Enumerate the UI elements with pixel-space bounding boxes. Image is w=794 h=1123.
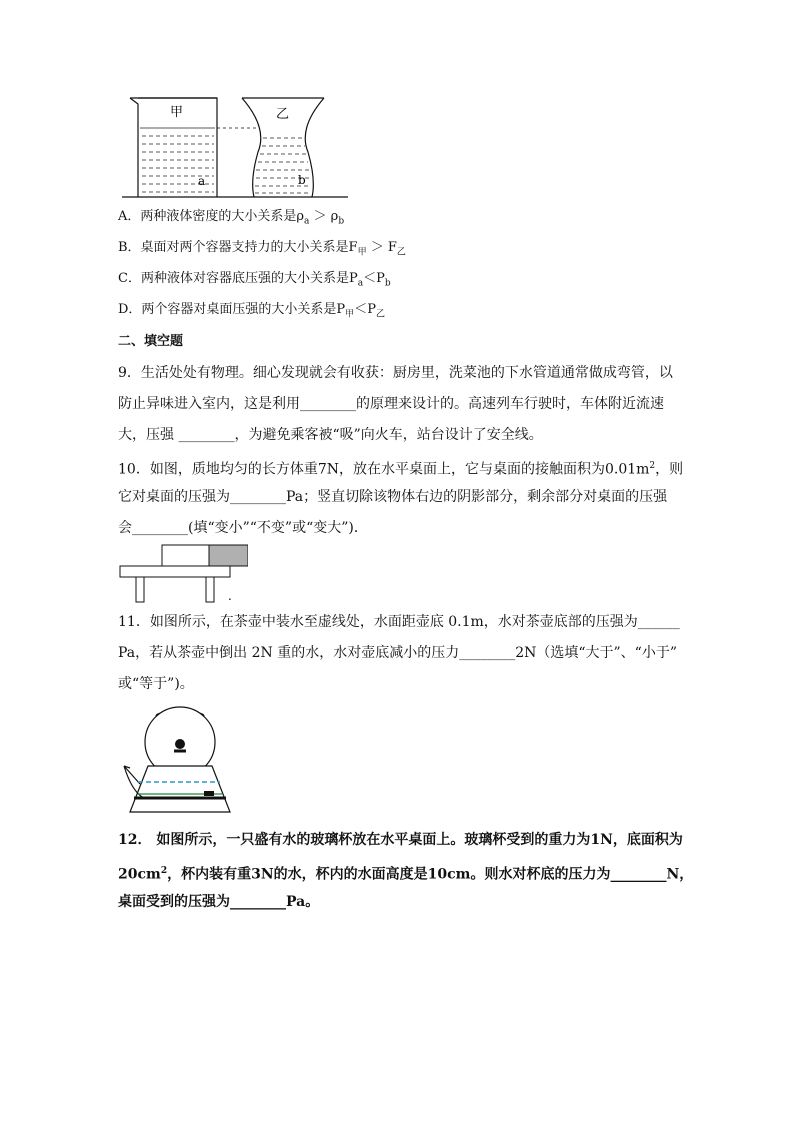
option-d-sub1: 甲 — [345, 309, 355, 320]
option-c — [118, 269, 391, 294]
option-c-sub1: a — [357, 278, 364, 289]
q10-line2: 它对桌面的压强为________Pa；竖直切除该物体右边的阴影部分，剩余部分对桌面的压强 — [118, 489, 668, 505]
option-b-sub2: 乙 — [396, 247, 406, 258]
q10-line3: 会________(填“变小”“不变”或“变大”)． — [118, 520, 368, 536]
option-b-sub1: 甲 — [357, 247, 367, 258]
option-b — [118, 238, 406, 263]
option-a-sub1: a — [304, 216, 310, 227]
q12-line1: 12． 如图所示，一只盛有水的玻璃杯放在水平桌面上。玻璃杯受到的重力为1N，底面积为 — [118, 832, 683, 848]
option-c-sub2: b — [384, 278, 391, 289]
q9-line1: 9．生活处处有物理。细心发现就会有收获：厨房里，洗菜池的下水管道通常做成弯管，以 — [118, 365, 673, 381]
q11-line1: 11．如图所示，在茶壶中装水至虚线处，水面距壶底 0.1m，水对茶壶底部的压强为______ — [118, 614, 680, 630]
option-d-text: D．两个容器对桌面压强的大小关系是P — [118, 302, 346, 317]
q11-line2: Pa，若从茶壶中倒出 2N 重的水，水对壶底减小的压力________2N（选填“大于”、“小于” — [118, 645, 677, 661]
section-title: 二、填空题 — [118, 334, 184, 349]
figure-period: . — [228, 589, 232, 603]
option-c-text: C．两种液体对容器底压强的大小关系是P — [118, 271, 358, 286]
q12-line2 — [118, 861, 693, 885]
q12-line3: 桌面受到的压强为________Pa。 — [118, 894, 320, 910]
q10-line1-text: 10．如图，质地均匀的长方体重7N，放在水平桌面上，它与桌面的接触面积为0.01m — [118, 461, 650, 478]
q10-line1-sup: 2 — [649, 461, 656, 471]
option-a — [118, 207, 344, 232]
option-d — [118, 300, 385, 325]
liquid-a-label: a — [198, 174, 206, 188]
q9-line3: 大，压强 ________，为避免乘客被“吸”向火车，站台设计了安全线。 — [118, 427, 543, 443]
q12-line2-text: 20cm — [118, 866, 161, 883]
teapot-figure — [118, 704, 238, 816]
shaded-part — [209, 545, 248, 566]
q12-line2-sup: 2 — [160, 866, 168, 876]
q12-line2-post: ，杯内装有重3N的水，杯内的水面高度是10cm。则水对杯底的压力为________N， — [167, 866, 694, 883]
containers-figure — [118, 92, 358, 202]
left-container-label: 甲 — [170, 105, 184, 120]
liquid-b-label: b — [298, 173, 306, 187]
right-container-label: 乙 — [276, 107, 290, 122]
q10-line1 — [118, 456, 683, 480]
q10-line1-post: ，则 — [655, 461, 684, 478]
block-table-figure — [118, 542, 248, 604]
option-c-mid: ＜P — [363, 271, 385, 286]
option-a-sub2: b — [338, 216, 345, 227]
option-b-mid: ＞ F — [366, 240, 397, 255]
q11-line3: 或“等于”)。 — [118, 676, 194, 692]
option-d-sub2: 乙 — [375, 309, 385, 320]
option-a-text: A．两种液体密度的大小关系是ρ — [118, 209, 305, 224]
option-a-mid: ＞ ρ — [309, 209, 339, 224]
option-b-text: B．桌面对两个容器支持力的大小关系是F — [118, 240, 358, 255]
option-d-mid: ＜P — [354, 302, 376, 317]
q9-line2: 防止异味进入室内，这是利用________的原理来设计的。高速列车行驶时，车体附近流速 — [118, 396, 664, 412]
